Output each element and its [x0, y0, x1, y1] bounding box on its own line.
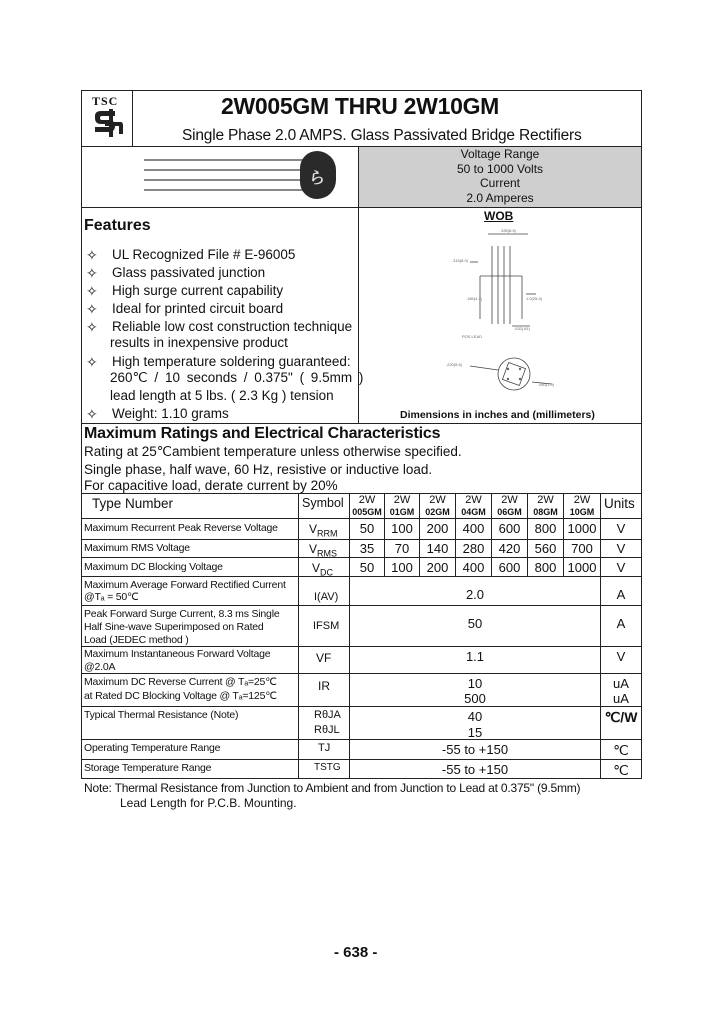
row-label: Maximum Instantaneous Forward Voltage — [84, 648, 271, 660]
table-cell: 200 — [426, 521, 449, 536]
row-value: 10 — [467, 676, 483, 691]
row-unit: V — [616, 521, 626, 536]
row-label: at Rated DC Blocking Voltage @ Tₐ=125℃ — [84, 690, 277, 702]
row-unit: V — [616, 541, 626, 556]
feature-item: Ideal for printed circuit board — [112, 301, 284, 316]
row-value: 2.0 — [465, 587, 485, 602]
row-unit: ℃ — [613, 742, 629, 758]
table-cell: 200 — [426, 560, 449, 575]
feature-item: 260℃ / 10 seconds / 0.375" ( 9.5mm ) — [110, 370, 364, 385]
row-symbol: TSTG — [314, 762, 341, 773]
row-symbol: RθJL — [314, 724, 340, 736]
col-type-number: Type Number — [92, 496, 174, 511]
table-cell: 35 — [359, 541, 375, 556]
feature-item: UL Recognized File # E-96005 — [112, 247, 296, 262]
table-cell: 600 — [498, 521, 521, 536]
table-cell: 50 — [359, 521, 375, 536]
table-rule — [82, 759, 641, 760]
row-label: Half Sine-wave Superimposed on Rated — [84, 621, 264, 633]
divider — [82, 423, 641, 424]
page-number: - 638 - — [334, 944, 378, 961]
max-ratings-heading: Maximum Ratings and Electrical Characteristics — [84, 425, 441, 442]
col-units: Units — [604, 496, 635, 511]
dimensions-caption: Dimensions in inches and (millimeters) — [400, 409, 595, 421]
part-header: 2W 10GM — [569, 494, 595, 517]
row-label: Maximum Recurrent Peak Reverse Voltage — [84, 522, 278, 534]
table-cell: 600 — [498, 560, 521, 575]
row-unit: A — [616, 587, 626, 602]
table-rule — [82, 706, 641, 707]
row-symbol: IR — [318, 679, 330, 693]
row-unit: V — [616, 649, 626, 664]
ratings-note: Rating at 25℃ambient temperature unless otherwise specified. — [84, 444, 462, 459]
table-cell: 420 — [498, 541, 521, 556]
bullet-icon: ✧ — [86, 265, 98, 281]
voltage-range-label: Voltage Range — [460, 147, 540, 161]
bullet-icon: ✧ — [86, 406, 98, 422]
svg-text:.185(4.7): .185(4.7) — [466, 296, 483, 301]
table-cell: 400 — [462, 521, 485, 536]
divider — [82, 207, 641, 208]
current-label: Current — [479, 176, 520, 190]
row-label: @Tₐ = 50℃ — [84, 591, 139, 603]
row-label: Peak Forward Surge Current, 8.3 ms Single — [84, 608, 280, 620]
part-header: 2W 005GM — [352, 494, 382, 517]
row-value: 40 — [467, 709, 483, 724]
row-symbol: RθJA — [314, 709, 341, 721]
ratings-note: Single phase, half wave, 60 Hz, resistive or inductive load. — [84, 462, 433, 477]
package-name: WOB — [484, 209, 514, 223]
feature-item: results in inexpensive product — [110, 335, 288, 350]
table-cell: 800 — [534, 521, 557, 536]
part-header: 2W 08GM — [533, 494, 558, 517]
row-label: @2.0A — [84, 661, 116, 673]
voltage-range-value: 50 to 1000 Volts — [456, 161, 544, 176]
table-rule — [82, 673, 641, 674]
row-unit: A — [616, 616, 626, 631]
feature-item: Weight: 1.10 grams — [112, 406, 229, 421]
row-label: Load (JEDEC method ) — [84, 634, 189, 646]
table-cell: 140 — [426, 541, 449, 556]
row-unit: ℃ — [613, 762, 629, 778]
row-symbol: VF — [316, 651, 332, 665]
part-header: 2W 01GM — [389, 494, 415, 517]
svg-text:POS.LEAD: POS.LEAD — [462, 334, 483, 339]
row-value: -55 to +150 — [441, 742, 509, 757]
row-label: Maximum RMS Voltage — [84, 542, 190, 554]
page-title: 2W005GM THRU 2W10GM — [221, 93, 500, 119]
table-cell: 50 — [359, 560, 375, 575]
bullet-icon: ✧ — [86, 354, 98, 370]
table-cell: 800 — [534, 560, 557, 575]
svg-text:.315(8.0): .315(8.0) — [452, 258, 469, 263]
part-header: 2W 02GM — [425, 494, 450, 517]
row-unit: uA — [613, 691, 629, 706]
row-label: Maximum DC Reverse Current @ Tₐ=25℃ — [84, 676, 277, 688]
bullet-icon: ✧ — [86, 283, 98, 299]
table-rule — [82, 576, 641, 577]
feature-item: High temperature soldering guaranteed: — [112, 354, 351, 369]
table-cell: 70 — [394, 541, 410, 556]
table-rule — [298, 493, 299, 779]
features-heading: Features — [84, 217, 151, 234]
tsc-logo — [82, 91, 133, 146]
tsc-logo-icon — [91, 108, 125, 138]
row-unit: V — [616, 560, 626, 575]
svg-text:1.0(25.4): 1.0(25.4) — [526, 296, 543, 301]
svg-text:.040(1.0): .040(1.0) — [538, 382, 555, 387]
row-symbol: I(AV) — [314, 591, 339, 603]
table-cell: 100 — [391, 560, 413, 575]
feature-item: Reliable low cost construction technique — [112, 319, 353, 334]
package-dimension-drawing — [440, 224, 570, 404]
table-cell: 1000 — [567, 560, 597, 575]
table-cell: 100 — [391, 521, 413, 536]
footnote: Note: Thermal Resistance from Junction to Ambient and from Junction to Lead at 0.375" (9.5mm) — [84, 781, 581, 795]
row-label: Maximum DC Blocking Voltage — [84, 561, 223, 573]
table-rule — [82, 518, 641, 519]
bullet-icon: ✧ — [86, 247, 98, 263]
table-rule — [82, 557, 641, 558]
table-cell: 280 — [462, 541, 485, 556]
ratings-note: For capacitive load, derate current by 20% — [84, 478, 338, 493]
row-label: Typical Thermal Resistance (Note) — [84, 709, 239, 721]
feature-item: Glass passivated junction — [112, 265, 266, 280]
logo-text: TSC — [92, 94, 119, 108]
row-symbol: TJ — [318, 742, 331, 754]
part-header: 2W 04GM — [461, 494, 486, 517]
table-cell: 700 — [571, 541, 593, 556]
row-value: 1.1 — [465, 649, 485, 664]
page-subtitle: Single Phase 2.0 AMPS. Glass Passivated Bridge Rectifiers — [182, 127, 582, 144]
row-label: Storage Temperature Range — [84, 762, 212, 774]
row-symbol: $V_{DC}$ — [312, 561, 334, 578]
row-unit: ℃/W — [604, 709, 638, 725]
feature-item: High surge current capability — [112, 283, 284, 298]
footnote: Lead Length for P.C.B. Mounting. — [120, 796, 297, 810]
row-value: 15 — [467, 725, 483, 740]
ratings-summary-box — [359, 147, 641, 207]
svg-text:.220(5.6): .220(5.6) — [446, 362, 463, 367]
col-symbol: Symbol — [302, 496, 344, 510]
part-header: 2W 06GM — [497, 494, 522, 517]
table-rule — [82, 605, 641, 606]
row-value: 500 — [464, 691, 486, 706]
row-label: Operating Temperature Range — [84, 742, 221, 754]
svg-text:.032(.81): .032(.81) — [514, 326, 531, 331]
row-label: Maximum Average Forward Rectified Current — [84, 579, 286, 591]
table-rule — [82, 539, 641, 540]
logo-mark-icon: ら — [309, 170, 326, 187]
row-unit: uA — [613, 676, 629, 691]
current-value: 2.0 Amperes — [466, 190, 534, 205]
feature-item: lead length at 5 lbs. ( 2.3 Kg ) tension — [110, 388, 334, 403]
svg-text:.335(8.5): .335(8.5) — [500, 228, 517, 233]
row-symbol: IFSM — [313, 620, 340, 632]
table-cell: 1000 — [567, 521, 597, 536]
table-cell: 400 — [462, 560, 485, 575]
table-cell: 560 — [534, 541, 557, 556]
row-symbol: $V_{RRM}$ — [309, 522, 338, 539]
bullet-icon: ✧ — [86, 319, 98, 335]
row-symbol: $V_{RMS}$ — [309, 542, 338, 559]
row-value: 50 — [467, 616, 483, 631]
bullet-icon: ✧ — [86, 301, 98, 317]
component-image — [82, 147, 358, 207]
row-value: -55 to +150 — [441, 762, 509, 777]
